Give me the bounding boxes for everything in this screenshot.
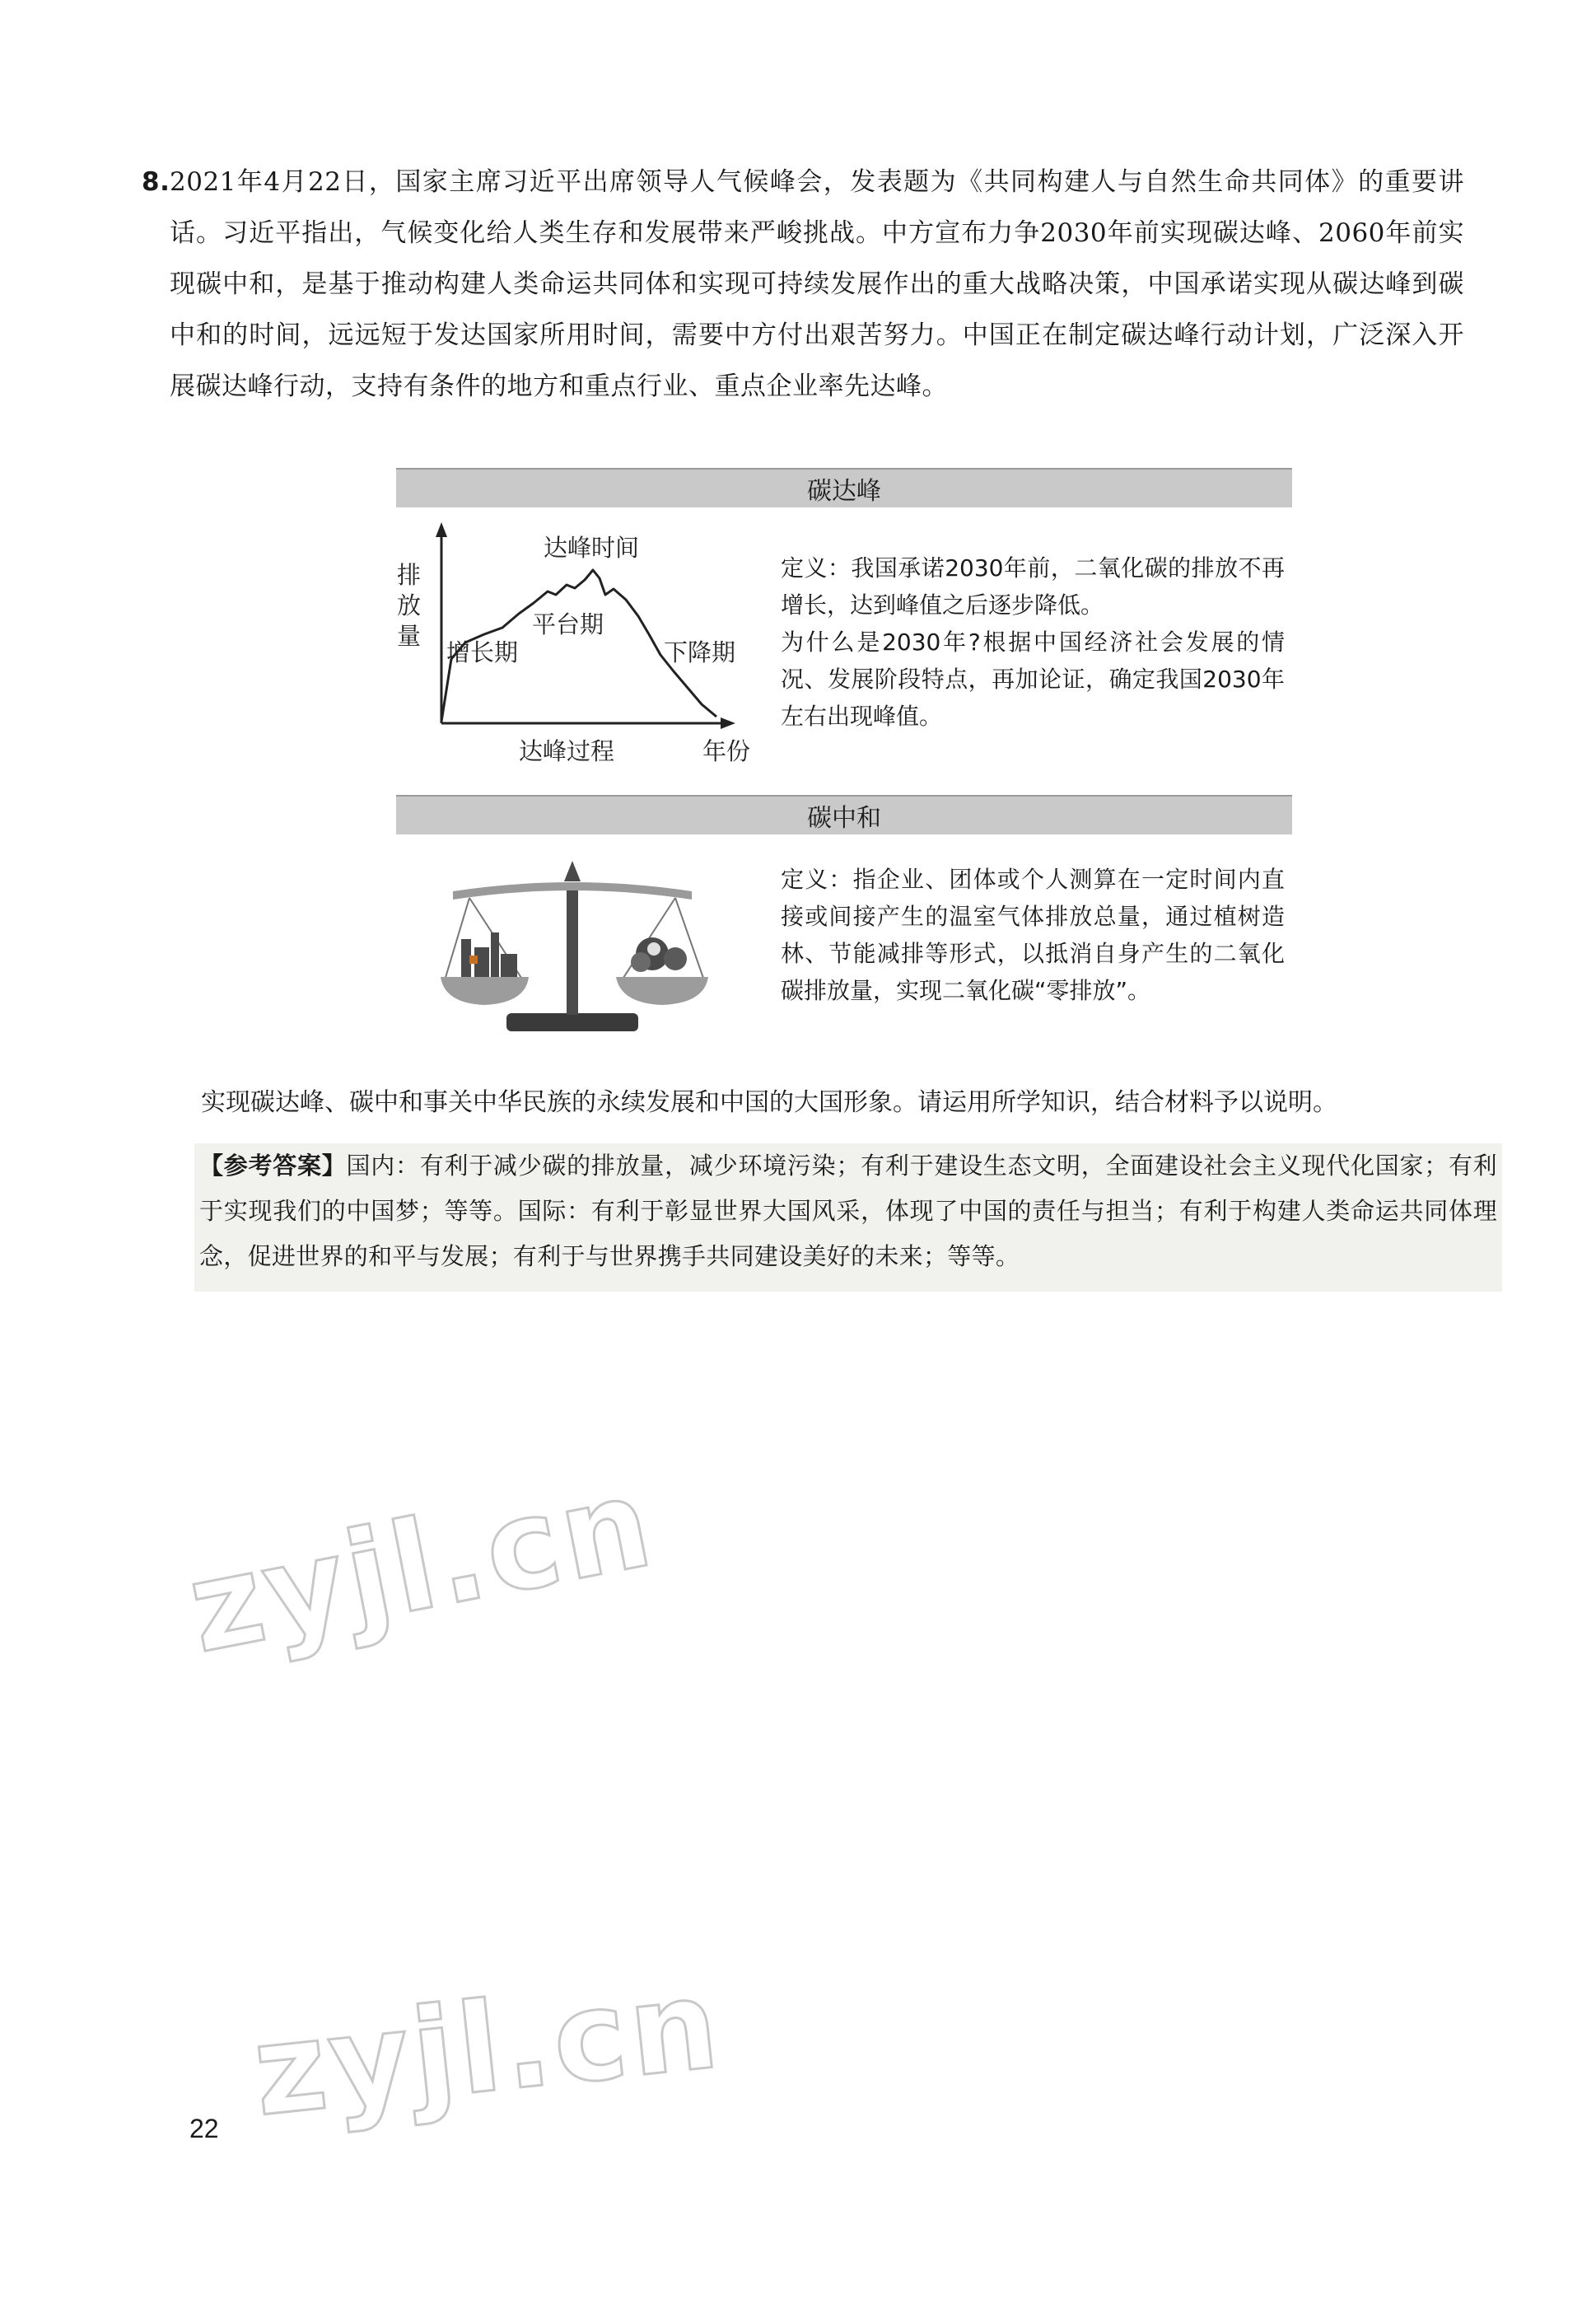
growth-label: 增长期 bbox=[446, 638, 519, 666]
right-pan bbox=[616, 977, 708, 1005]
x-axis-arrow bbox=[721, 717, 735, 729]
plateau-label: 平台期 bbox=[532, 610, 604, 638]
reference-answer bbox=[194, 1143, 1502, 1292]
answer-text-block bbox=[194, 1143, 1502, 1279]
factory-icon bbox=[461, 932, 517, 977]
y-axis-arrow bbox=[436, 522, 447, 537]
y-axis-label-3: 量 bbox=[397, 622, 422, 650]
y-axis-label-2: 放 bbox=[397, 591, 422, 619]
watermark-1: zyjl.cn bbox=[178, 1451, 665, 1681]
x-axis-label: 年份 bbox=[702, 737, 751, 765]
carbon-peak-definition bbox=[781, 549, 1285, 735]
scale-base bbox=[506, 1013, 638, 1031]
question-8 bbox=[142, 157, 1464, 412]
carbon-peak-reason-text: 为什么是2030年?根据中国经济社会发展的情况、发展阶段特点，再加论证，确定我国2030年左右出现峰值。 bbox=[781, 629, 1285, 730]
balance-scale-illustration bbox=[436, 857, 716, 1038]
tree-icon bbox=[631, 937, 687, 972]
watermark-2: zyjl.cn bbox=[247, 1952, 728, 2145]
scale-pillar bbox=[567, 890, 578, 1015]
process-label: 达峰过程 bbox=[519, 737, 615, 765]
page-number: 22 bbox=[189, 2114, 219, 2143]
carbon-peak-chart bbox=[387, 519, 766, 774]
question-text: 2021年4月22日，国家主席习近平出席领导人气候峰会，发表题为《共同构建人与自然生命共同体》的重要讲话。习近平指出，气候变化给人类生存和发展带来严峻挑战。中方宣布力争2030年前实现碳达峰、2060年前实现碳中和，是基于推动构建人类命运共同体和实现可持续发展作出的重大战略决策，中国承诺实现从碳达峰到碳中和的时间，远远短于发达国家所用时间，需要中方付出艰苦努力。中国正在制定碳达峰行动计划，广泛深入开展碳达峰行动，支持有条件的地方和重点行业、重点企业率先达峰。 bbox=[170, 167, 1464, 401]
carbon-peak-heading: 碳达峰 bbox=[396, 468, 1292, 507]
question-number: 8. bbox=[142, 167, 170, 197]
y-axis-label-1: 排 bbox=[397, 561, 422, 589]
carbon-peak-definition-text: 定义：我国承诺2030年前，二氧化碳的排放不再增长，达到峰值之后逐步降低。 bbox=[781, 554, 1285, 619]
carbon-neutral-heading: 碳中和 bbox=[396, 795, 1292, 834]
scale-top bbox=[564, 861, 581, 881]
answer-label: 【参考答案】 bbox=[199, 1152, 347, 1180]
peak-label: 达峰时间 bbox=[544, 534, 640, 562]
answer-body: 国内：有利于减少碳的排放量，减少环境污染；有利于建设生态文明，全面建设社会主义现代化国家；有利于实现我们的中国梦；等等。国际：有利于彰显世界大国风采，体现了中国的责任与担当；有利于构建人类命运共同体理念，促进世界的和平与发展；有利于与世界携手共同建设美好的未来；等等。 bbox=[199, 1152, 1497, 1270]
decline-label: 下降期 bbox=[664, 638, 736, 666]
left-pan bbox=[441, 977, 529, 1005]
question-task: 实现碳达峰、碳中和事关中华民族的永续发展和中国的大国形象。请运用所学知识，结合材料予以说明。 bbox=[201, 1088, 1337, 1117]
carbon-neutral-definition: 定义：指企业、团体或个人测算在一定时间内直接或间接产生的温室气体排放总量，通过植树造林、节能减排等形式，以抵消自身产生的二氧化碳排放量，实现二氧化碳“零排放”。 bbox=[781, 866, 1285, 1004]
